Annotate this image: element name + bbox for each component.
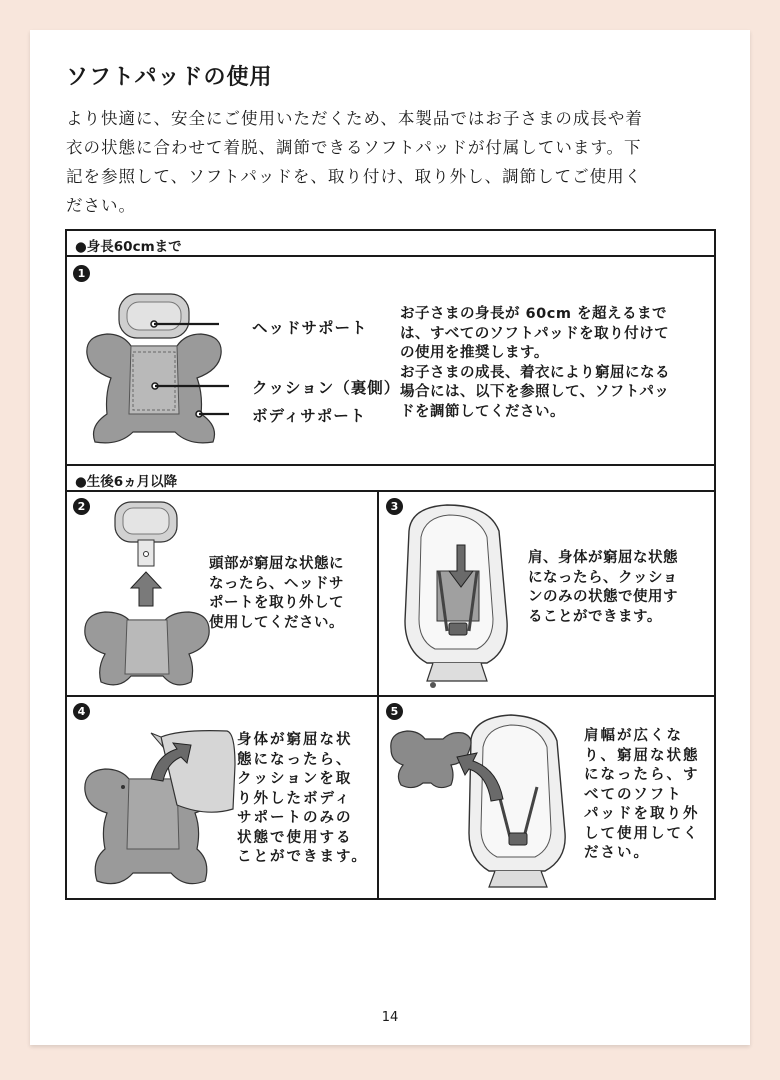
text-line: べてのソフト: [584, 786, 683, 803]
text-line: サポートのみの: [237, 810, 353, 826]
manual-page: [30, 30, 750, 1045]
car-seat-no-pads-illustration: [385, 709, 585, 895]
text-line: パッドを取り外: [584, 806, 700, 822]
step-5-number: 5: [386, 703, 403, 720]
text-line: ことができます。: [237, 849, 368, 865]
car-seat-cushion-only-illustration: [397, 501, 522, 691]
step-3-number: 3: [386, 498, 403, 515]
section-header-60cm: ●身長60cmまで: [67, 231, 714, 257]
page-number: 14: [381, 1010, 399, 1025]
body-support-only-illustration: [77, 725, 247, 895]
text-line: ドを調節してください。: [400, 403, 565, 420]
text-line: ンのみの状態で使用す: [528, 589, 678, 605]
step-4-number: 4: [73, 703, 90, 720]
head-support-removal-illustration: [79, 496, 219, 691]
label-body-support: ボディサポート: [252, 407, 367, 425]
text-line: なったら、ヘッドサ: [209, 575, 344, 592]
text-line: クッションを取: [237, 771, 353, 787]
text-line: 態になったら、: [237, 751, 353, 768]
text-line: ださい。: [584, 845, 650, 861]
text-line: 場合には、以下を参照して、ソフトパッ: [400, 384, 670, 400]
step-3-text: [528, 549, 678, 627]
intro-line: より快適に、安全にご使用いただくため、本製品ではお子さまの成長や着: [66, 109, 643, 128]
text-line: お子さまの成長、着衣により窮屈になる: [400, 364, 670, 381]
step-2-number: 2: [73, 498, 90, 515]
label-head-support: ヘッドサポート: [252, 319, 368, 337]
text-line: り外したボディ: [237, 790, 352, 807]
text-line: ることができます。: [528, 608, 662, 625]
intro-line: ださい。: [66, 196, 136, 215]
text-line: 肩、身体が窮屈な状態: [528, 550, 678, 566]
text-line: の使用を推奨します。: [400, 345, 549, 361]
step-1-number: 1: [73, 265, 90, 282]
section-header-6months: ●生後6ヵ月以降: [67, 464, 714, 492]
text-line: 状態で使用する: [237, 829, 353, 846]
text-line: して使用してく: [584, 825, 700, 842]
soft-pad-full-illustration: [79, 286, 229, 446]
text-line: 使用してください。: [209, 614, 344, 631]
label-cushion: クッション（裏側）: [252, 379, 401, 397]
step-1-text: [400, 305, 670, 422]
cell-divider-horizontal: [67, 695, 714, 697]
text-line: になったら、クッショ: [528, 569, 678, 586]
intro-line: 衣の状態に合わせて着脱、調節できるソフトパッドが付属しています。下: [66, 138, 642, 157]
text-line: 肩幅が広くな: [584, 728, 683, 744]
step-2-text: [209, 555, 344, 633]
text-line: り、窮屈な状態: [584, 747, 700, 764]
text-line: は、すべてのソフトパッドを取り付けて: [400, 325, 670, 342]
intro-paragraph: [66, 104, 716, 220]
text-line: ポートを取り外して: [209, 595, 344, 611]
intro-line: 記を参照して、ソフトパッドを、取り付け、取り外し、調節してご使用く: [66, 167, 643, 186]
text-line: になったら、す: [584, 767, 700, 783]
text-line: 頭部が窮屈な状態に: [209, 556, 344, 572]
text-line: お子さまの身長が 60cm を超えるまで: [400, 306, 667, 322]
page-title: ソフトパッドの使用: [66, 65, 273, 90]
step-5-text: [584, 727, 700, 864]
cell-divider-vertical: [377, 490, 379, 898]
instruction-table: [65, 229, 716, 900]
text-line: 身体が窮屈な状: [237, 732, 353, 748]
step-4-text: [237, 731, 368, 868]
